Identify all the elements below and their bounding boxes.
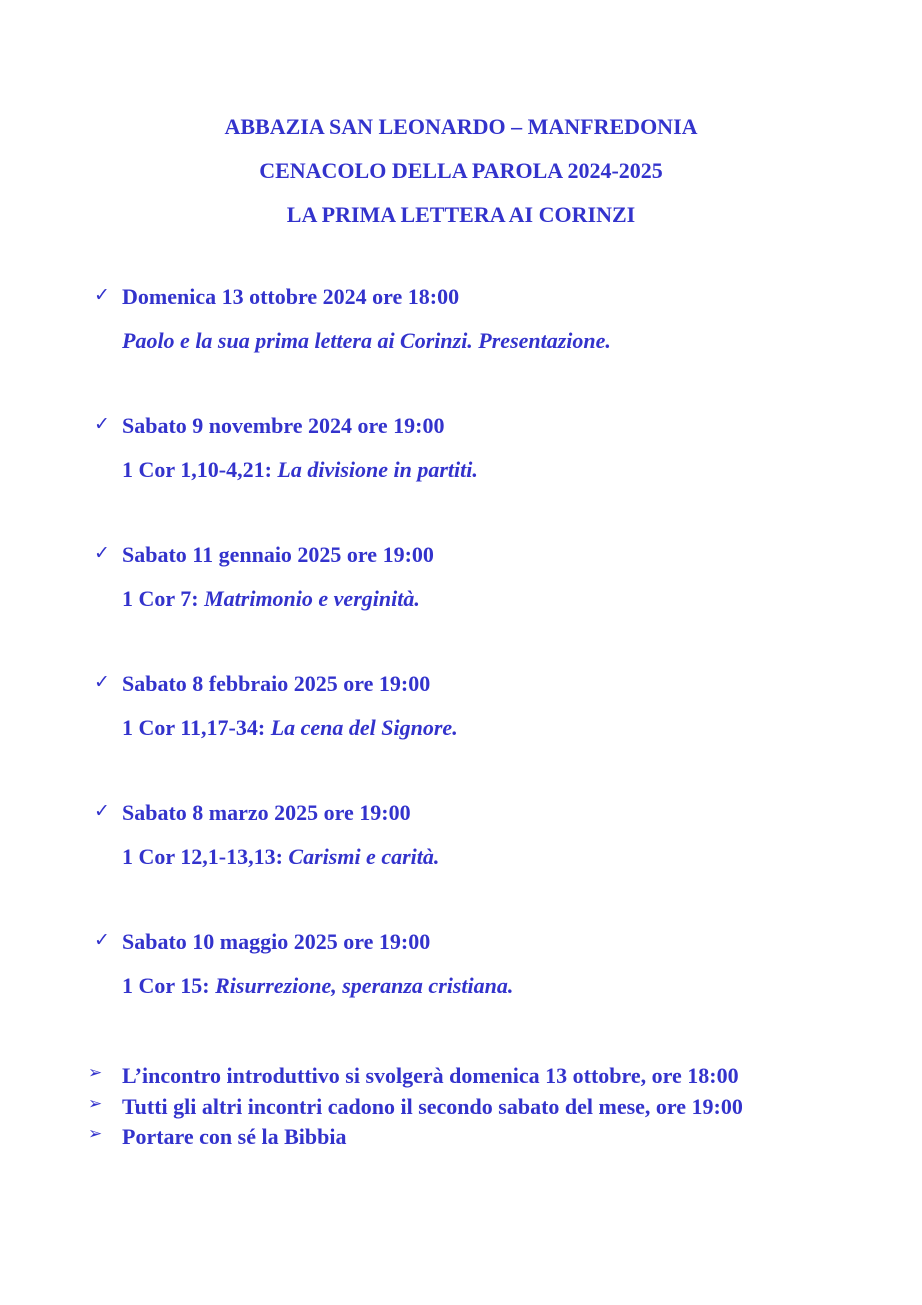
event-date: Sabato 10 maggio 2025 ore 19:00 — [122, 929, 431, 954]
note-item — [0, 1121, 922, 1152]
event-title: Carismi e carità. — [288, 844, 440, 869]
event-item — [0, 796, 922, 925]
event-bible-reference: 1 Cor 15: — [122, 973, 216, 998]
event-title: Paolo e la sua prima lettera ai Corinzi. Presentazione. — [122, 328, 611, 353]
event-title: La cena del Signore. — [270, 715, 458, 740]
note-item — [0, 1060, 922, 1091]
checkmark-icon: ✓ — [94, 929, 110, 951]
note-text: Tutti gli altri incontri cadono il secondo sabato del mese, ore 19:00 — [122, 1093, 743, 1119]
checkmark-icon: ✓ — [94, 542, 110, 564]
note-text: Portare con sé la Bibbia — [122, 1124, 347, 1149]
event-item — [0, 667, 922, 796]
event-title: Matrimonio e verginità. — [204, 586, 420, 611]
event-item — [0, 409, 922, 538]
event-date: Sabato 8 marzo 2025 ore 19:00 — [122, 800, 411, 825]
header-topic-title: LA PRIMA LETTERA AI CORINZI — [286, 202, 636, 227]
event-item — [0, 538, 922, 667]
event-item — [0, 925, 922, 1054]
arrow-bullet-icon: ➢ — [88, 1063, 103, 1083]
event-subject — [122, 969, 513, 1003]
checkmark-icon: ✓ — [94, 284, 110, 306]
event-date: Domenica 13 ottobre 2024 ore 18:00 — [122, 284, 460, 309]
checkmark-icon: ✓ — [94, 800, 110, 822]
event-subject — [122, 453, 478, 487]
event-subject — [122, 324, 611, 358]
event-item — [0, 280, 922, 409]
event-title: Risurrezione, speranza cristiana. — [215, 973, 514, 998]
checkmark-icon: ✓ — [94, 413, 110, 435]
event-subject — [122, 582, 420, 616]
header-series-title: CENACOLO DELLA PAROLA 2024-2025 — [259, 158, 663, 183]
event-date: Sabato 11 gennaio 2025 ore 19:00 — [122, 542, 434, 567]
event-bible-reference: 1 Cor 7: — [122, 586, 205, 611]
event-list — [0, 280, 922, 1054]
event-bible-reference: 1 Cor 12,1-13,13: — [122, 844, 289, 869]
header-abbey-title: ABBAZIA SAN LEONARDO – MANFREDONIA — [224, 114, 698, 139]
note-item — [0, 1091, 922, 1122]
event-date: Sabato 8 febbraio 2025 ore 19:00 — [122, 671, 431, 696]
checkmark-icon: ✓ — [94, 671, 110, 693]
event-subject — [122, 711, 458, 745]
arrow-bullet-icon: ➢ — [88, 1124, 103, 1144]
event-title: La divisione in partiti. — [277, 457, 478, 482]
event-bible-reference: 1 Cor 11,17-34: — [122, 715, 271, 740]
document-header — [0, 110, 922, 242]
event-bible-reference: 1 Cor 1,10-4,21: — [122, 457, 278, 482]
note-text: L’incontro introduttivo si svolgerà domenica 13 ottobre, ore 18:00 — [122, 1063, 739, 1088]
event-subject — [122, 840, 439, 874]
event-date: Sabato 9 novembre 2024 ore 19:00 — [122, 413, 445, 438]
notes-list — [0, 1060, 922, 1152]
arrow-bullet-icon: ➢ — [88, 1093, 103, 1114]
